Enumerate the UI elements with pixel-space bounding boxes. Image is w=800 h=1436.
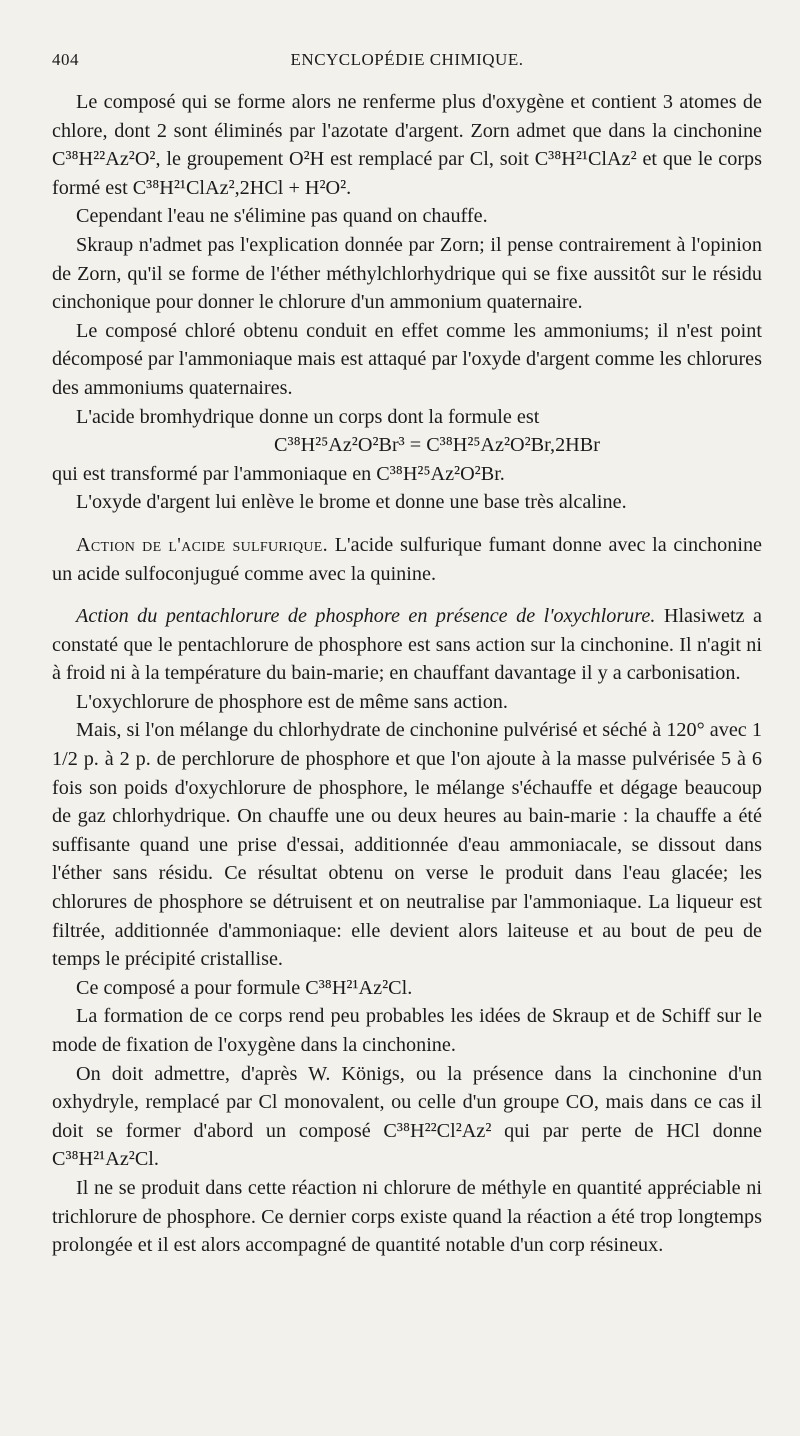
paragraph: Il ne se produit dans cette réaction ni chlorure de méthyle en quantité appréciable ni trichlorure de phosphore. Ce dernier corps existe quand la réaction a été trop longtemps prolongée et il est alors accompagné de quantité notable d'un corp résineux. (52, 1176, 762, 1257)
section-paragraph (52, 531, 762, 588)
paragraph: qui est transformé par l'ammoniaque en C³⁸H²⁵Az²O²Br. (52, 462, 505, 485)
paragraph: La formation de ce corps rend peu probables les idées de Skraup et de Schiff sur le mode de fixation de l'oxygène dans la cinchonine. (52, 1005, 762, 1056)
section-paragraph (52, 602, 762, 688)
paragraph: Le composé qui se forme alors ne renferme plus d'oxygène et contient 3 atomes de chlore, dont 2 sont éliminés par l'azotate d'argent. Zorn admet que dans la cinchonine C³⁸H²²Az²O², le groupement O²H est remplacé par Cl, soit C³⁸H²¹ClAz² et que le corps formé est C³⁸H²¹ClAz²,2HCl + H²O². (52, 91, 762, 199)
page-header (52, 44, 762, 74)
paragraph: L'acide bromhydrique donne un corps dont la formule est (76, 405, 540, 428)
paragraph: L'oxychlorure de phosphore est de même sans action. (76, 690, 508, 713)
page-number: 404 (52, 50, 79, 69)
section-heading: Action du pentachlorure de phosphore en présence de l'oxychlorure. (76, 605, 656, 628)
formula: C³⁸H²⁵Az²O²Br³ = C³⁸H²⁵Az²O²Br,2HBr (274, 434, 600, 457)
paragraph: L'oxyde d'argent lui enlève le brome et donne une base très alcaline. (76, 491, 627, 514)
paragraph: Le composé chloré obtenu conduit en effet comme les ammoniums; il n'est point décomposé par l'ammoniaque mais est attaqué par l'oxyde d'argent comme les chlorures des ammoniums quaternaires. (52, 319, 762, 399)
section-text: L'acide sulfurique fumant donne avec la cinchonine un acide sulfoconjugué comme avec la quinine. (52, 533, 763, 585)
paragraph: Ce composé a pour formule C³⁸H²¹Az²Cl. (76, 976, 413, 999)
paragraph: Skraup n'admet pas l'explication donnée par Zorn; il pense contrairement à l'opinion de Zorn, qu'il se forme de l'éther méthylchlorhydrique qui se fixe aussitôt sur le résidu cinchonique pour donner le chlorure d'un ammonium quaternaire. (52, 233, 762, 314)
section-heading: Action de l'acide sulfurique. (76, 533, 328, 556)
paragraph: On doit admettre, d'après W. Königs, ou la présence dans la cinchonine d'un oxhydryle, remplacé par Cl monovalent, ou celle d'un groupe CO, mais dans ce cas il doit se former d'abord un composé C³⁸H²²Cl²Az² qui par perte de HCl donne C³⁸H²¹Az²Cl. (52, 1062, 762, 1171)
section-text: Hlasiwetz a constaté que le pentachlorure de phosphore est sans action sur la cinchonine. Il n'agit ni à froid ni à la température du bain-marie; en chauffant davantage il y a carbonisation. (52, 605, 763, 685)
body-text (52, 88, 762, 1260)
paragraph: Cependant l'eau ne s'élimine pas quand on chauffe. (76, 205, 488, 228)
running-title: ENCYCLOPÉDIE CHIMIQUE. (290, 50, 524, 69)
paragraph: Mais, si l'on mélange du chlorhydrate de cinchonine pulvérisé et séché à 120° avec 1 1/2 p. à 2 p. de perchlorure de phosphore et que l'on ajoute à la masse pulvérisée 5 à 6 fois son poids d'oxychlorure de phosphore, le mélange s'échauffe et dégage beaucoup de gaz chlorhydrique. On chauffe une ou deux heures au bain-marie : la chauffe a été suffisante quand une prise d'essai, additionnée d'eau ammoniacale, se dissout dans l'éther sans résidu. Ce résultat obtenu on verse le produit dans l'eau glacée; les chlorures de phosphore se détruisent et on neutralise par l'ammoniaque. La liqueur est filtrée, additionnée d'ammoniaque: elle devient alors laiteuse et au bout de peu de temps le précipité cristallise. (52, 719, 762, 971)
